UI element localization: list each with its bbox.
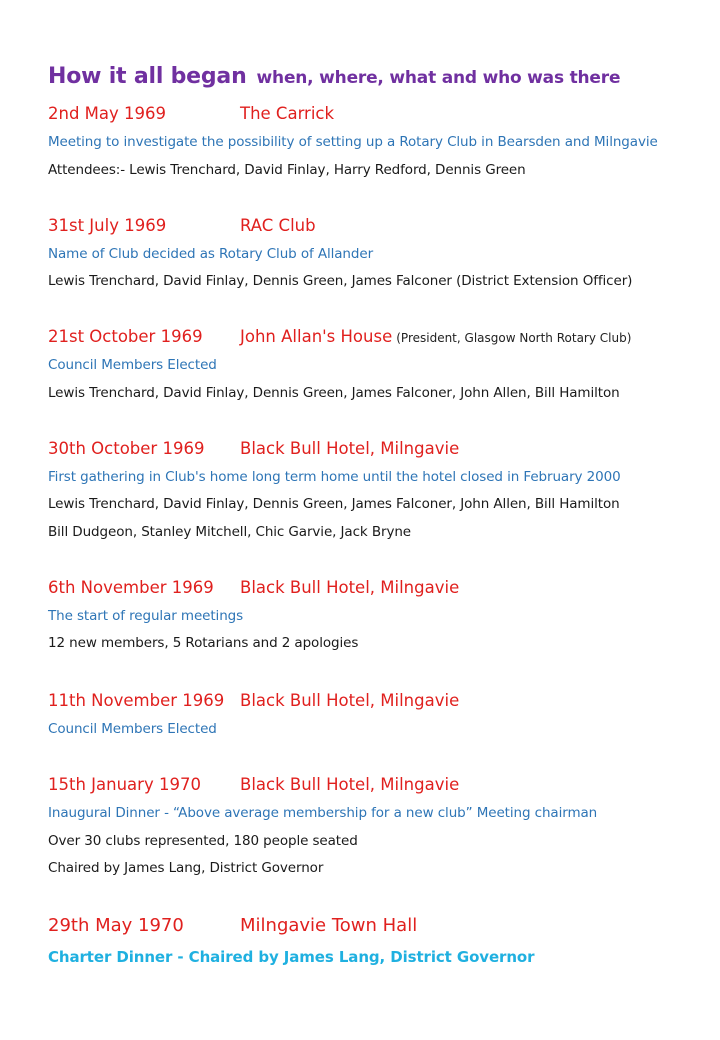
event-date: 15th January 1970	[48, 775, 201, 794]
event-attendees: Chaired by James Lang, District Governor	[48, 860, 324, 876]
event-attendees: Attendees:- Lewis Trenchard, David Finlay, Harry Redford, Dennis Green	[48, 162, 526, 178]
event-description: First gathering in Club's home long term home until the hotel closed in February 2000	[48, 469, 621, 485]
event-description: Council Members Elected	[48, 721, 217, 737]
event-attendees: Over 30 clubs represented, 180 people seated	[48, 833, 358, 849]
page-heading	[48, 64, 620, 89]
event-description: Name of Club decided as Rotary Club of Allander	[48, 246, 374, 262]
event-date: 29th May 1970	[48, 915, 184, 936]
event-venue: Black Bull Hotel, Milngavie	[240, 439, 460, 458]
event-venue: John Allan's House	[240, 327, 393, 346]
event-venue: The Carrick	[240, 104, 335, 123]
event-description: Meeting to investigate the possibility of setting up a Rotary Club in Bearsden and Milngavie	[48, 134, 658, 150]
event-venue-note: (President, Glasgow North Rotary Club)	[396, 331, 632, 345]
event-date: 11th November 1969	[48, 691, 225, 710]
event-date: 21st October 1969	[48, 327, 203, 346]
event-venue: RAC Club	[240, 216, 316, 235]
event-venue: Milngavie Town Hall	[240, 915, 418, 936]
event-venue: Black Bull Hotel, Milngavie	[240, 775, 460, 794]
event-date: 31st July 1969	[48, 216, 167, 235]
event-description: Inaugural Dinner - “Above average membership for a new club” Meeting chairman	[48, 805, 598, 821]
event-date: 6th November 1969	[48, 578, 214, 597]
event-attendees: Lewis Trenchard, David Finlay, Dennis Green, James Falconer (District Extension Officer)	[48, 273, 633, 289]
event-venue: Black Bull Hotel, Milngavie	[240, 578, 460, 597]
event-date: 30th October 1969	[48, 439, 205, 458]
event-attendees: Lewis Trenchard, David Finlay, Dennis Green, James Falconer, John Allen, Bill Hamilton	[48, 496, 620, 512]
event-date: 2nd May 1969	[48, 104, 167, 123]
charter-description: Charter Dinner - Chaired by James Lang, District Governor	[48, 948, 535, 966]
page-title: How it all began	[48, 64, 247, 89]
event-venue: Black Bull Hotel, Milngavie	[240, 691, 460, 710]
event-attendees: Lewis Trenchard, David Finlay, Dennis Green, James Falconer, John Allen, Bill Hamilton	[48, 385, 620, 401]
event-description: The start of regular meetings	[48, 608, 244, 624]
event-description: Council Members Elected	[48, 357, 217, 373]
event-attendees: Bill Dudgeon, Stanley Mitchell, Chic Garvie, Jack Bryne	[48, 524, 411, 540]
event-attendees: 12 new members, 5 Rotarians and 2 apologies	[48, 635, 359, 651]
page-subtitle: when, where, what and who was there	[256, 68, 621, 88]
event-venue-wrapper	[240, 325, 631, 350]
